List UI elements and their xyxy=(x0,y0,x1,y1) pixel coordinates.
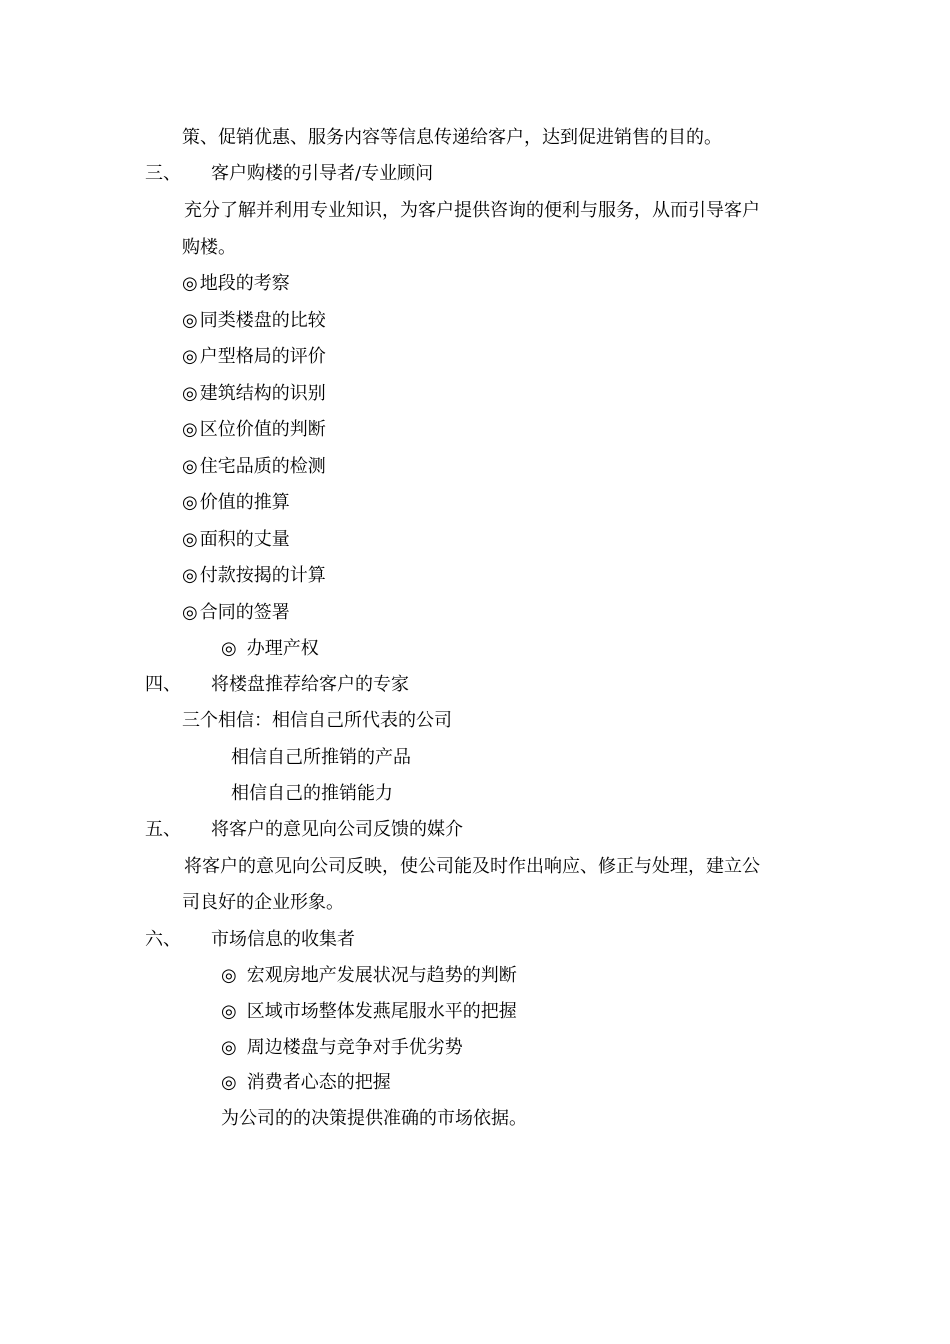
bullet-circle-icon: ◎ xyxy=(221,965,237,986)
bullet-circle-icon: ◎ xyxy=(182,529,198,550)
section-3-title: 客户购楼的引导者/专业顾问 xyxy=(211,163,434,184)
bullet-circle-icon: ◎ xyxy=(221,1037,237,1058)
list-item: ◎ 办理产权 xyxy=(221,638,319,659)
bullet-circle-icon: ◎ xyxy=(182,419,198,440)
list-item: ◎ 户型格局的评价 xyxy=(182,346,326,367)
list-item: ◎ 同类楼盘的比较 xyxy=(182,310,326,331)
section-4-line-3: 相信自己的推销能力 xyxy=(231,783,393,804)
list-item: ◎ 周边楼盘与竞争对手优劣势 xyxy=(221,1037,463,1058)
bullet-circle-icon: ◎ xyxy=(182,273,198,294)
list-item: ◎ 付款按揭的计算 xyxy=(182,565,326,586)
bullet-circle-icon: ◎ xyxy=(182,602,198,623)
list-item: ◎ 区域市场整体发燕尾服水平的把握 xyxy=(221,1001,517,1022)
bullet-circle-icon: ◎ xyxy=(182,383,198,404)
list-item: ◎ 区位价值的判断 xyxy=(182,419,326,440)
bullet-circle-icon: ◎ xyxy=(182,310,198,331)
bullet-circle-icon: ◎ xyxy=(182,456,198,477)
list-item: ◎ 建筑结构的识别 xyxy=(182,383,326,404)
list-item: ◎ 消费者心态的把握 xyxy=(221,1072,391,1093)
section-6-closing: 为公司的的决策提供准确的市场依据。 xyxy=(221,1108,527,1129)
section-3-number: 三、 xyxy=(145,163,181,184)
section-4-title: 将楼盘推荐给客户的专家 xyxy=(211,674,409,695)
bullet-circle-icon: ◎ xyxy=(182,346,198,367)
section-6-heading xyxy=(145,928,355,952)
list-item: ◎ 面积的丈量 xyxy=(182,529,290,550)
bullet-circle-icon: ◎ xyxy=(221,1001,237,1022)
section-5-number: 五、 xyxy=(145,819,181,840)
section-5-title: 将客户的意见向公司反馈的媒介 xyxy=(211,819,463,840)
bullet-circle-icon: ◎ xyxy=(221,1072,237,1093)
section-5-heading xyxy=(145,818,463,842)
section-4-line-2: 相信自己所推销的产品 xyxy=(231,747,411,768)
list-item: ◎ 住宅品质的检测 xyxy=(182,456,326,477)
section-3-paragraph-line-2: 购楼。 xyxy=(182,237,236,258)
section-3-heading xyxy=(145,162,433,186)
section-6-title: 市场信息的收集者 xyxy=(211,929,355,950)
section-4-line-1: 三个相信：相信自己所代表的公司 xyxy=(182,710,452,731)
section-5-paragraph-line-1: 将客户的意见向公司反映，使公司能及时作出响应、修正与处理，建立公 xyxy=(184,856,760,877)
intro-continuation: 策、促销优惠、服务内容等信息传递给客户，达到促进销售的目的。 xyxy=(182,127,722,148)
section-3-paragraph-line-1: 充分了解并利用专业知识，为客户提供咨询的便利与服务，从而引导客户 xyxy=(184,200,760,221)
bullet-circle-icon: ◎ xyxy=(221,638,237,659)
list-item: ◎ 价值的推算 xyxy=(182,492,290,513)
section-4-heading xyxy=(145,673,409,697)
bullet-circle-icon: ◎ xyxy=(182,565,198,586)
bullet-circle-icon: ◎ xyxy=(182,492,198,513)
list-item: ◎ 合同的签署 xyxy=(182,602,290,623)
section-4-number: 四、 xyxy=(145,674,181,695)
list-item: ◎ 地段的考察 xyxy=(182,273,290,294)
section-5-paragraph-line-2: 司良好的企业形象。 xyxy=(182,892,344,913)
list-item: ◎ 宏观房地产发展状况与趋势的判断 xyxy=(221,965,517,986)
section-6-number: 六、 xyxy=(145,929,181,950)
